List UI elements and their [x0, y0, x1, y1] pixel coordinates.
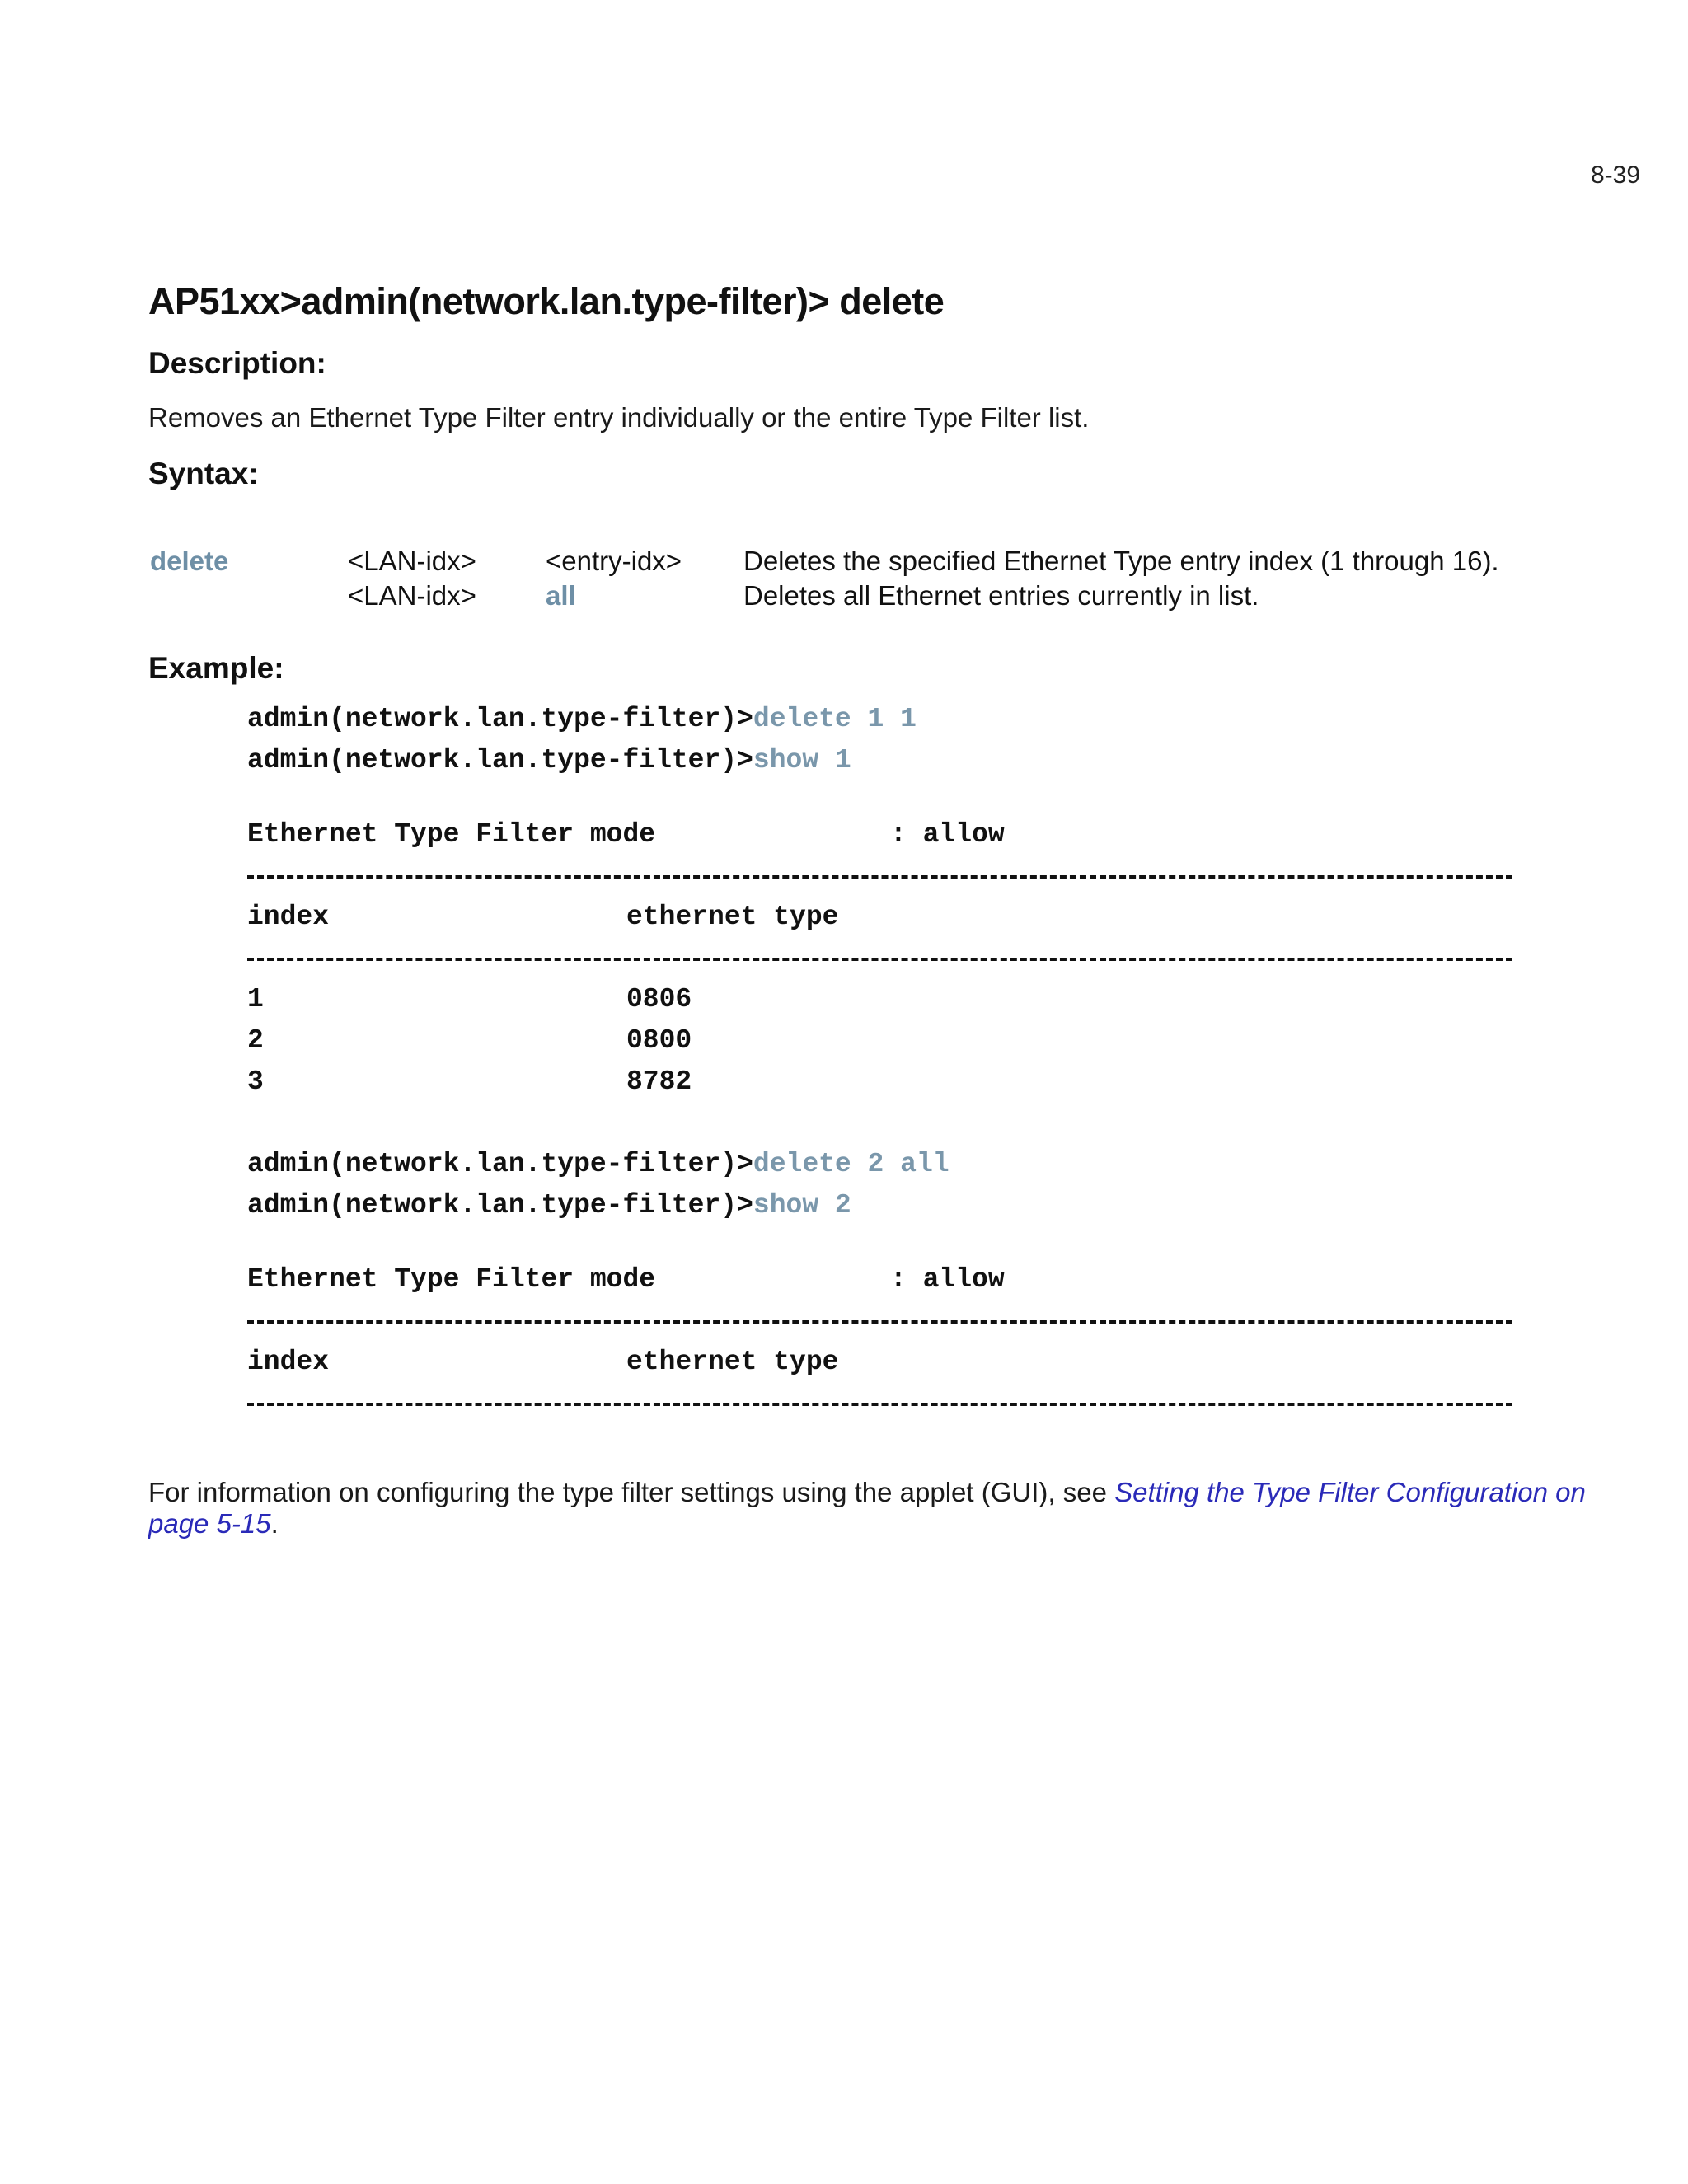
syntax-keyword: delete	[150, 546, 229, 576]
dashed-divider	[247, 1301, 1512, 1342]
code-gap	[247, 1103, 1648, 1144]
example-heading: Example:	[148, 651, 284, 685]
filter-mode-row	[247, 814, 1648, 855]
command-heading: AP51xx>admin(network.lan.type-filter)> delete	[148, 280, 945, 322]
code-prompt: admin(network.lan.type-filter)>	[247, 704, 753, 734]
row-index: 2	[247, 1025, 264, 1056]
code-command: delete 1 1	[753, 704, 917, 734]
syntax-row	[150, 579, 1648, 613]
syntax-table	[150, 544, 1648, 613]
row-index: 3	[247, 1066, 264, 1097]
syntax-arg-entry: <entry-idx>	[546, 546, 682, 576]
code-line	[247, 1185, 1648, 1226]
dashed-divider	[247, 938, 1512, 979]
filter-mode-value: : allow	[890, 1264, 1005, 1295]
row-ethernet-type: 0800	[626, 1025, 692, 1056]
syntax-arg-lan: <LAN-idx>	[348, 546, 476, 576]
page-content	[148, 280, 1648, 1540]
row-ethernet-type: 8782	[626, 1066, 692, 1097]
row-ethernet-type: 0806	[626, 984, 692, 1015]
code-command: delete 2 all	[753, 1149, 950, 1179]
description-heading: Description:	[148, 346, 326, 380]
table-header-row	[247, 1342, 1648, 1383]
filter-mode-label: Ethernet Type Filter mode	[247, 1264, 656, 1295]
column-header-index: index	[247, 1347, 330, 1377]
syntax-arg-all: all	[546, 580, 576, 611]
dashed-divider	[247, 1383, 1512, 1424]
syntax-heading: Syntax:	[148, 457, 259, 490]
code-command: show 1	[753, 745, 851, 776]
column-header-ethernet-type: ethernet type	[626, 1347, 839, 1377]
syntax-description: Deletes the specified Ethernet Type entry index (1 through 16).	[743, 546, 1499, 576]
code-command: show 2	[753, 1190, 851, 1221]
code-prompt: admin(network.lan.type-filter)>	[247, 1149, 753, 1179]
syntax-description: Deletes all Ethernet entries currently in list.	[743, 580, 1259, 611]
column-header-ethernet-type: ethernet type	[626, 902, 839, 932]
code-gap	[247, 781, 1648, 814]
code-line	[247, 699, 1648, 740]
filter-mode-row	[247, 1259, 1648, 1301]
example-code-block	[247, 699, 1648, 1424]
cross-reference-link[interactable]: Setting the Type Filter Configuration on page 5-15	[148, 1477, 1586, 1539]
syntax-row	[150, 544, 1648, 579]
page-number: 8-39	[1590, 162, 1640, 189]
table-row	[247, 1062, 1648, 1103]
description-text: Removes an Ethernet Type Filter entry individually or the entire Type Filter list.	[148, 402, 1090, 433]
filter-mode-value: : allow	[890, 819, 1005, 850]
footer-text: For information on configuring the type filter settings using the applet (GUI), see	[148, 1477, 1115, 1507]
footer-end: .	[270, 1508, 279, 1539]
syntax-arg-lan: <LAN-idx>	[348, 580, 476, 611]
code-prompt: admin(network.lan.type-filter)>	[247, 745, 753, 776]
table-row	[247, 1020, 1648, 1062]
filter-mode-label: Ethernet Type Filter mode	[247, 819, 656, 850]
code-gap	[247, 1226, 1648, 1259]
code-line	[247, 1144, 1648, 1185]
code-line	[247, 740, 1648, 781]
footer-paragraph	[148, 1477, 1648, 1540]
table-row	[247, 979, 1648, 1020]
dashed-divider	[247, 855, 1512, 897]
row-index: 1	[247, 984, 264, 1015]
table-header-row	[247, 897, 1648, 938]
syntax-keyword	[150, 579, 348, 613]
code-prompt: admin(network.lan.type-filter)>	[247, 1190, 753, 1221]
column-header-index: index	[247, 902, 330, 932]
